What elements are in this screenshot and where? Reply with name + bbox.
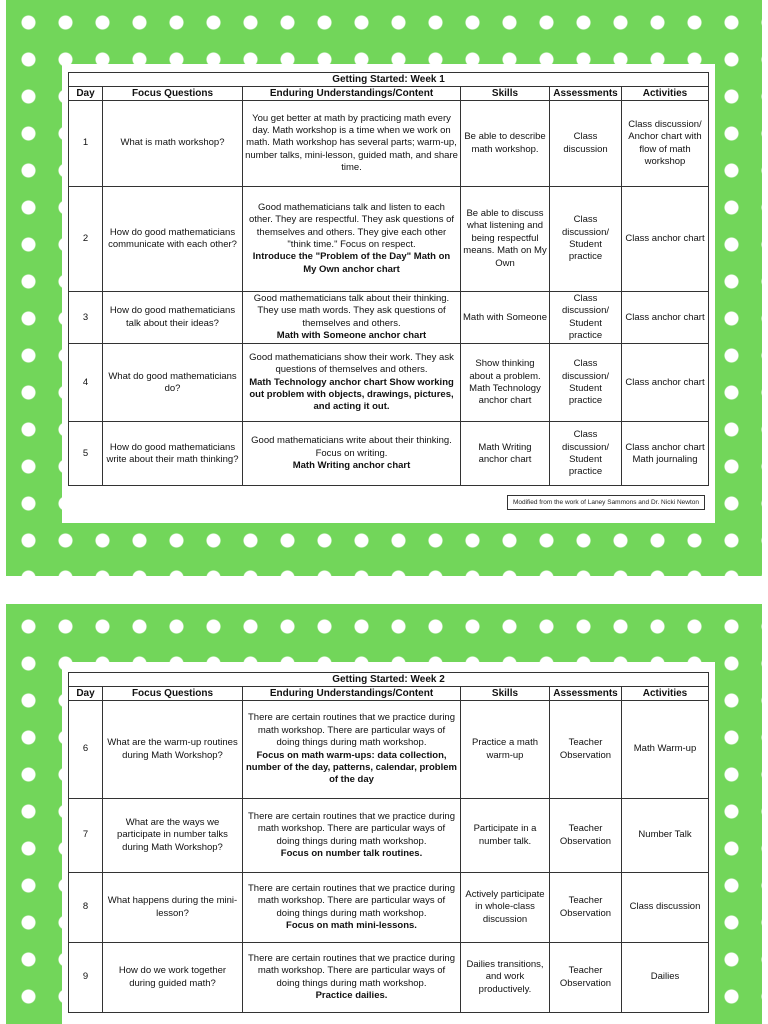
content-text: There are certain routines that we practice during math workshop. There are particular ways of doing things during math workshop. [248,952,455,989]
assessment-cell: Class discussion/ Student practice [550,292,622,344]
question-cell: How do good mathematicians talk about their ideas? [103,292,243,344]
content-text: You get better at math by practicing math every day. Math workshop is a time when we work on math. Math workshop has several parts; warm-up, number talks, mini-lesson, guided math, and share time. [245,112,458,174]
skills-cell: Be able to describe math workshop. [461,101,550,187]
content-emphasis: Focus on math mini-lessons. [286,919,417,931]
col-enduring-understandings: Enduring Understandings/Content [243,87,461,101]
table-row [69,799,709,873]
col-skills: Skills [461,687,550,701]
content-text: Good mathematicians talk about their thinking. They use math words. They ask questions of themselves and others. [253,293,450,329]
day-cell: 2 [69,187,103,292]
col-day: Day [69,87,103,101]
week2-header-row [69,687,709,701]
week1-panel [62,64,715,523]
day-cell: 4 [69,344,103,422]
credit-note: Modified from the work of Laney Sammons and Dr. Nicki Newton [507,495,705,510]
table-row [69,344,709,422]
assessment-cell: Teacher Observation [550,701,622,799]
day-cell: 1 [69,101,103,187]
day-cell: 9 [69,943,103,1013]
activities-cell: Class anchor chart [622,187,709,292]
table-row [69,187,709,292]
col-focus-questions: Focus Questions [103,87,243,101]
day-cell: 5 [69,422,103,486]
col-skills: Skills [461,87,550,101]
content-cell [243,101,461,187]
activities-cell: Math Warm-up [622,701,709,799]
content-text: There are certain routines that we practice during math workshop. There are particular ways of doing things during math workshop. [248,810,455,847]
skills-cell: Actively participate in whole-class discussion [461,873,550,943]
content-cell [243,344,461,422]
day-cell: 7 [69,799,103,873]
week1-header-row [69,87,709,101]
activities-cell: Class discussion [622,873,709,943]
content-emphasis: Introduce the "Problem of the Day" Math on My Own anchor chart [252,251,451,275]
col-activities: Activities [622,87,709,101]
skills-cell: Math with Someone [461,292,550,344]
skills-cell: Show thinking about a problem. Math Technology anchor chart [461,344,550,422]
activities-cell: Class discussion/ Anchor chart with flow of math workshop [622,101,709,187]
skills-cell: Dailies transitions, and work productively. [461,943,550,1013]
week1-table [68,72,709,486]
content-emphasis: Focus on math warm-ups: data collection, number of the day, patterns, calendar, problem of the day [246,749,457,786]
skills-cell: Be able to discuss what listening and being respectful means. Math on My Own [461,187,550,292]
question-cell: How do we work together during guided math? [103,943,243,1013]
table-row [69,101,709,187]
question-cell: What happens during the mini-lesson? [103,873,243,943]
assessment-cell: Class discussion/ Student practice [550,187,622,292]
question-cell: What is math workshop? [103,101,243,187]
assessment-cell: Class discussion [550,101,622,187]
skills-cell: Participate in a number talk. [461,799,550,873]
content-text: Good mathematicians show their work. They ask questions of themselves and others. [249,352,454,376]
content-emphasis: Math Technology anchor chart Show working out problem with objects, drawings, pictures, and acting it out. [249,376,454,413]
day-cell: 3 [69,292,103,344]
content-cell [243,943,461,1013]
assessment-cell: Teacher Observation [550,799,622,873]
col-enduring-understandings: Enduring Understandings/Content [243,687,461,701]
content-emphasis: Focus on number talk routines. [280,847,423,859]
question-cell: What do good mathematicians do? [103,344,243,422]
col-day: Day [69,687,103,701]
col-focus-questions: Focus Questions [103,687,243,701]
content-cell [243,799,461,873]
skills-cell: Practice a math warm-up [461,701,550,799]
activities-cell: Class anchor chart Math journaling [622,422,709,486]
table-row [69,422,709,486]
day-cell: 6 [69,701,103,799]
col-assessments: Assessments [550,687,622,701]
assessment-cell: Class discussion/ Student practice [550,344,622,422]
question-cell: What are the warm-up routines during Math Workshop? [103,701,243,799]
activities-cell: Class anchor chart [622,292,709,344]
content-cell [243,292,461,344]
week2-panel [62,662,715,1024]
content-text: There are certain routines that we practice during math workshop. There are particular ways of doing things during math workshop. [248,712,455,749]
content-text: Good mathematicians write about their thinking. Focus on writing. [251,435,452,459]
day-cell: 8 [69,873,103,943]
col-assessments: Assessments [550,87,622,101]
content-cell [243,873,461,943]
assessment-cell: Class discussion/ Student practice [550,422,622,486]
question-cell: How do good mathematicians communicate with each other? [103,187,243,292]
col-activities: Activities [622,687,709,701]
activities-cell: Class anchor chart [622,344,709,422]
content-cell [243,422,461,486]
content-text: There are certain routines that we practice during math workshop. There are particular ways of doing things during math workshop. [248,882,455,919]
week1-card [6,0,762,576]
content-cell [243,701,461,799]
content-cell [243,187,461,292]
content-emphasis: Math Writing anchor chart [292,460,411,472]
table-row [69,701,709,799]
content-emphasis: Math with Someone anchor chart [276,330,427,342]
week2-card [6,604,762,1024]
activities-cell: Dailies [622,943,709,1013]
skills-cell: Math Writing anchor chart [461,422,550,486]
question-cell: How do good mathematicians write about their math thinking? [103,422,243,486]
week2-title: Getting Started: Week 2 [69,673,709,687]
table-row [69,873,709,943]
table-row [69,292,709,344]
week1-title: Getting Started: Week 1 [69,73,709,87]
week2-table [68,672,709,1013]
activities-cell: Number Talk [622,799,709,873]
table-row [69,943,709,1013]
assessment-cell: Teacher Observation [550,873,622,943]
content-text: Good mathematicians talk and listen to each other. They are respectful. They ask questions of themselves and others. They give each other "think time." Focus on respect. [248,201,455,250]
question-cell: What are the ways we participate in number talks during Math Workshop? [103,799,243,873]
content-emphasis: Practice dailies. [315,989,388,1001]
assessment-cell: Teacher Observation [550,943,622,1013]
